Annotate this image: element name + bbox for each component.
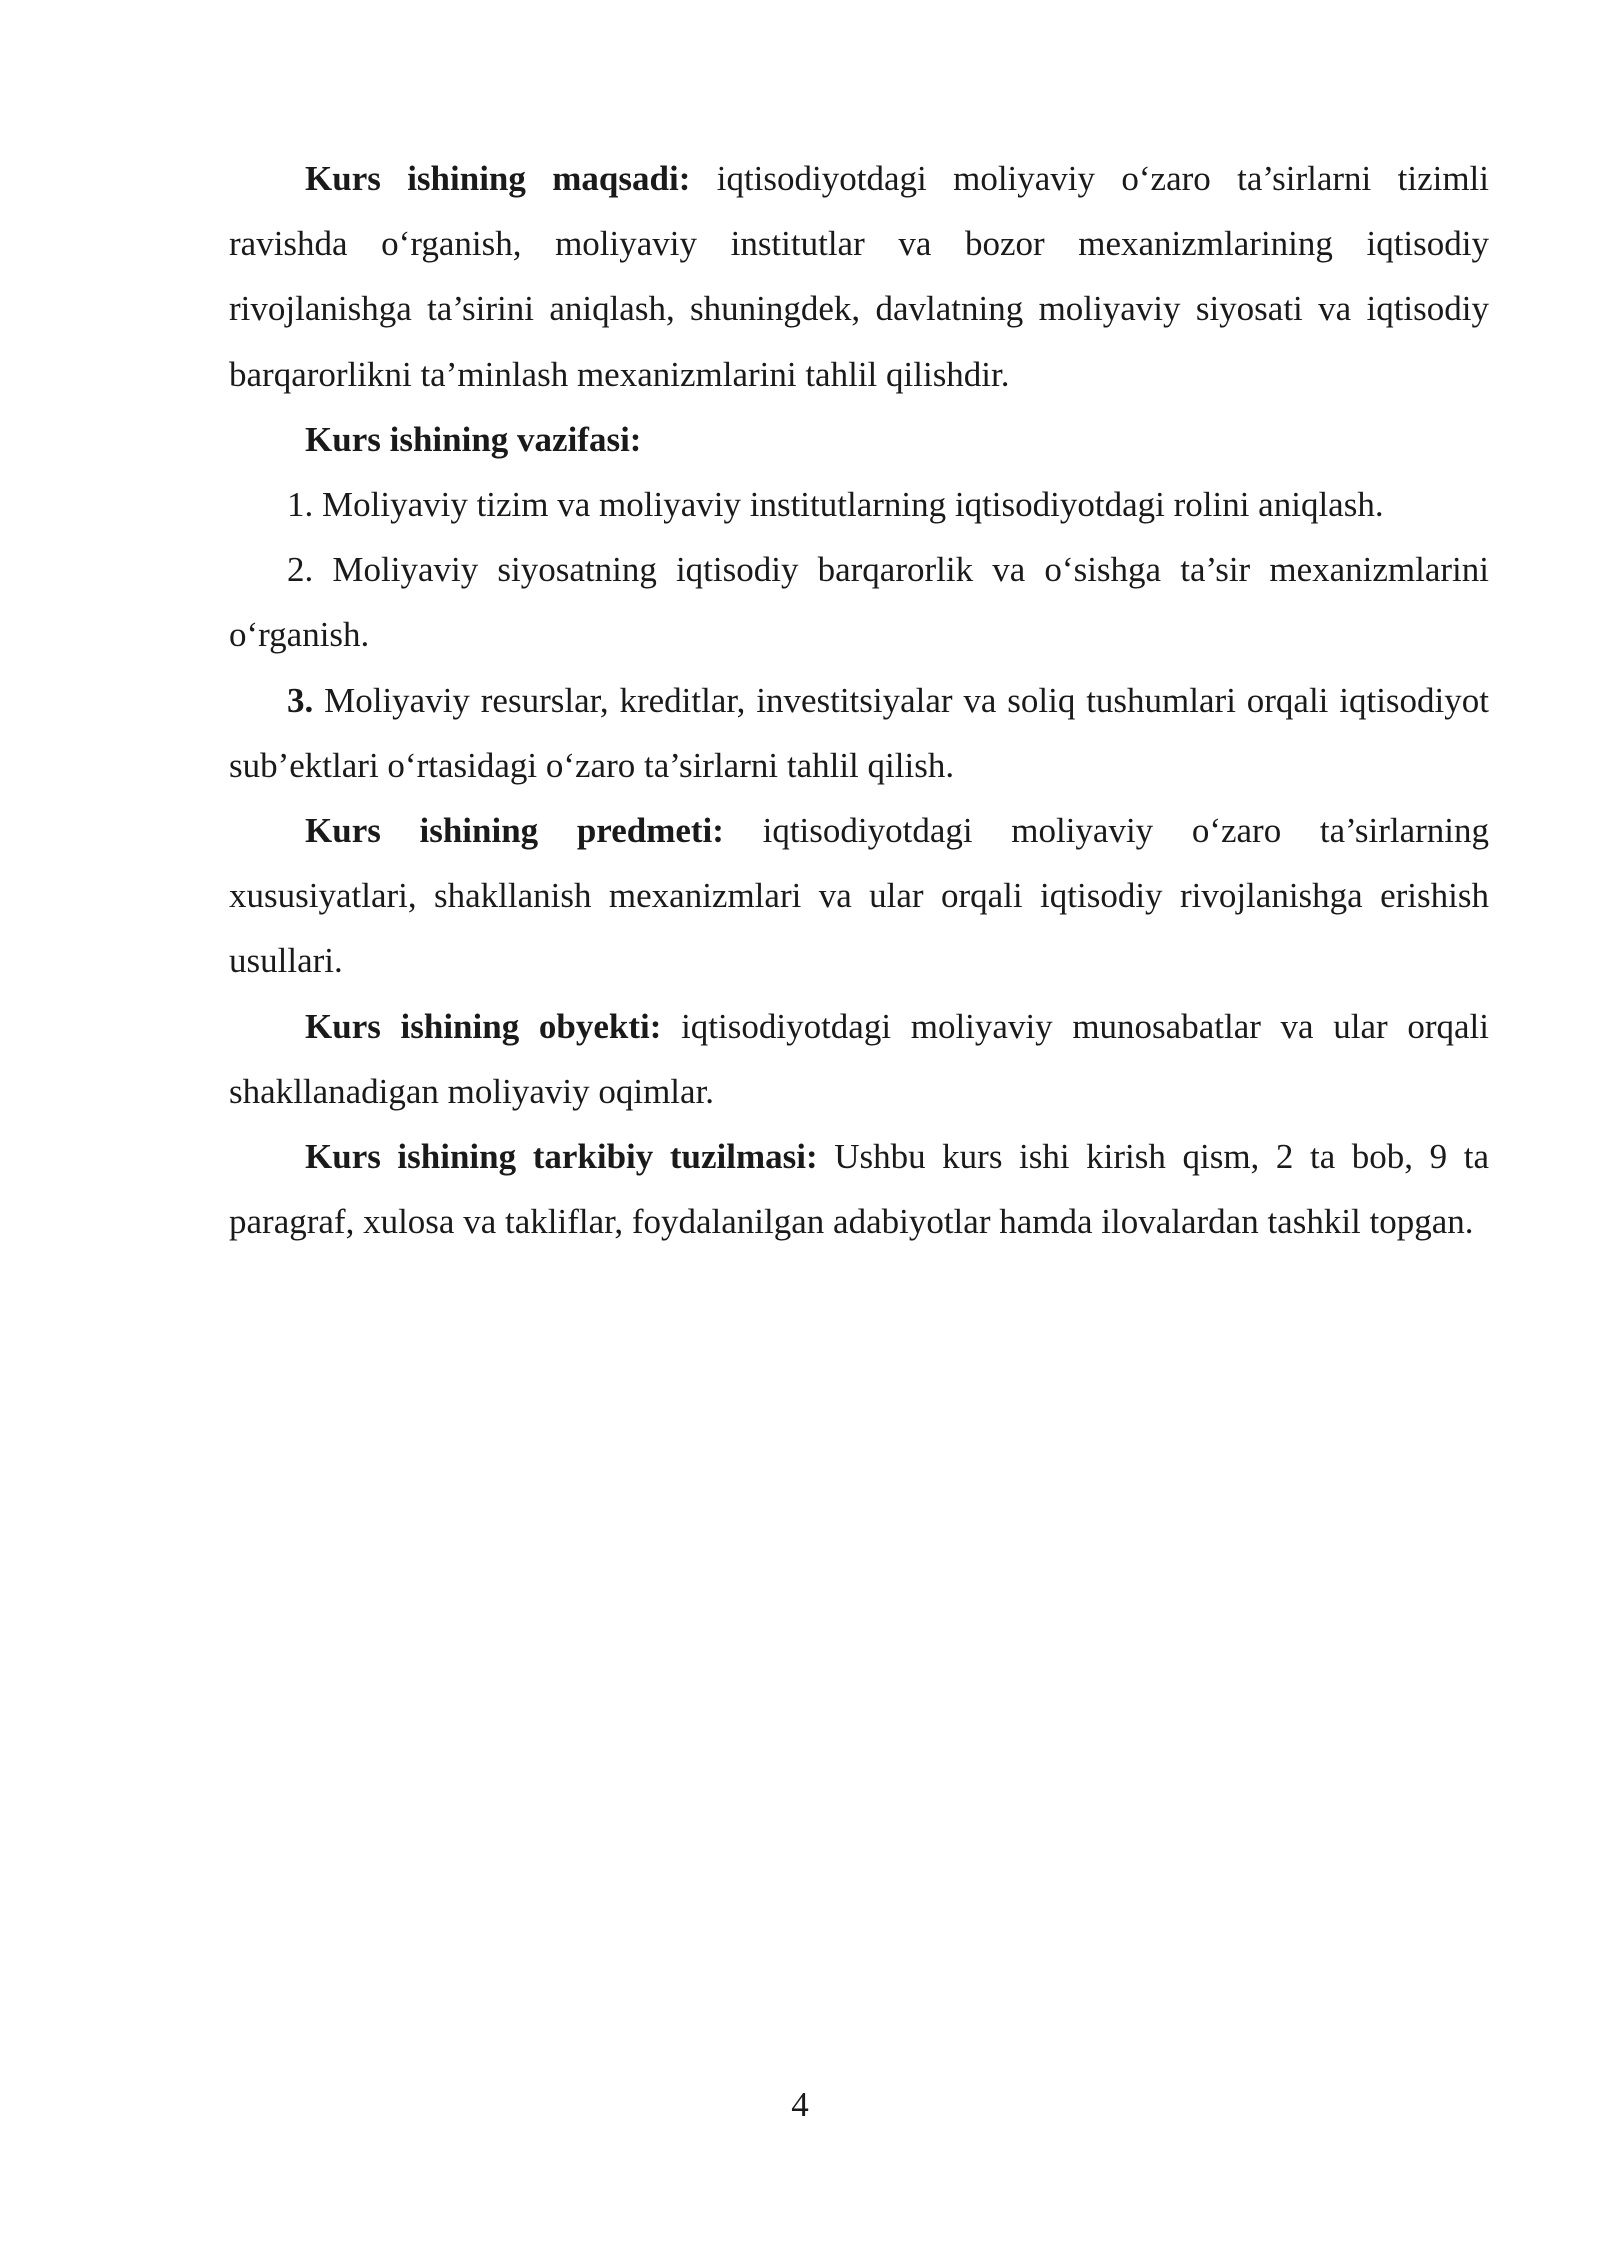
purpose-heading: Kurs ishining maqsadi: (305, 159, 691, 198)
task-number-1: 1. (287, 485, 314, 525)
task-item-2 (229, 537, 1489, 667)
structure-paragraph (229, 1124, 1489, 1254)
page-number: 4 (791, 2085, 809, 2124)
subject-paragraph (229, 798, 1489, 994)
task-item-3 (229, 668, 1489, 798)
tasks-heading-paragraph (229, 407, 1489, 472)
tasks-heading: Kurs ishining vazifasi: (305, 419, 642, 459)
task-number-2: 2. (287, 550, 314, 590)
page-content (229, 146, 1489, 1254)
object-paragraph (229, 994, 1489, 1124)
object-text: iqtisodiyotdagi moliyaviy munosabatlar va ular orqali shakllanadigan moliyaviy oqimlar. (229, 1006, 1489, 1111)
structure-text: Ushbu kurs ishi kirish qism, 2 ta bob, 9 ta paragraf, xulosa va takliflar, foydalanilgan adabiyotlar hamda ilovalardan tashkil topgan. (229, 1137, 1489, 1242)
task-number-3: 3. (287, 680, 314, 720)
task-text-2: Moliyaviy siyosatning iqtisodiy barqarorlik va o‘sishga ta’sir mexanizmlarini o‘rganish. (229, 550, 1489, 655)
task-text-1: Moliyaviy tizim va moliyaviy institutlarning iqtisodiyotdagi rolini aniqlash. (313, 485, 1384, 525)
task-text-3: Moliyaviy resurslar, kreditlar, investitsiyalar va soliq tushumlari orqali iqtisodiyot sub’ektlari o‘rtasidagi o‘zaro ta’sirlarni tahlil qilish. (229, 680, 1489, 785)
subject-text: iqtisodiyotdagi moliyaviy o‘zaro ta’sirlarning xususiyatlari, shakllanish mexanizmlari va ular orqali iqtisodiy rivojlanishga erishish usullari. (229, 811, 1489, 981)
task-item-1 (229, 472, 1489, 537)
subject-heading: Kurs ishining predmeti: (305, 811, 724, 851)
structure-heading: Kurs ishining tarkibiy tuzilmasi: (305, 1137, 818, 1177)
purpose-paragraph (229, 146, 1489, 407)
purpose-text: iqtisodiyotdagi moliyaviy o‘zaro ta’sirlarni tizimli ravishda o‘rganish, moliyaviy institutlar va bozor mexanizmlarining iqtisodiy rivojlanishga ta’sirini aniqlash, shuningdek, davlatning moliyaviy siyosati va iqtisodiy barqarorlikni ta’minlash mexanizmlarini tahlil qilishdir. (229, 159, 1490, 394)
object-heading: Kurs ishining obyekti: (305, 1006, 662, 1046)
